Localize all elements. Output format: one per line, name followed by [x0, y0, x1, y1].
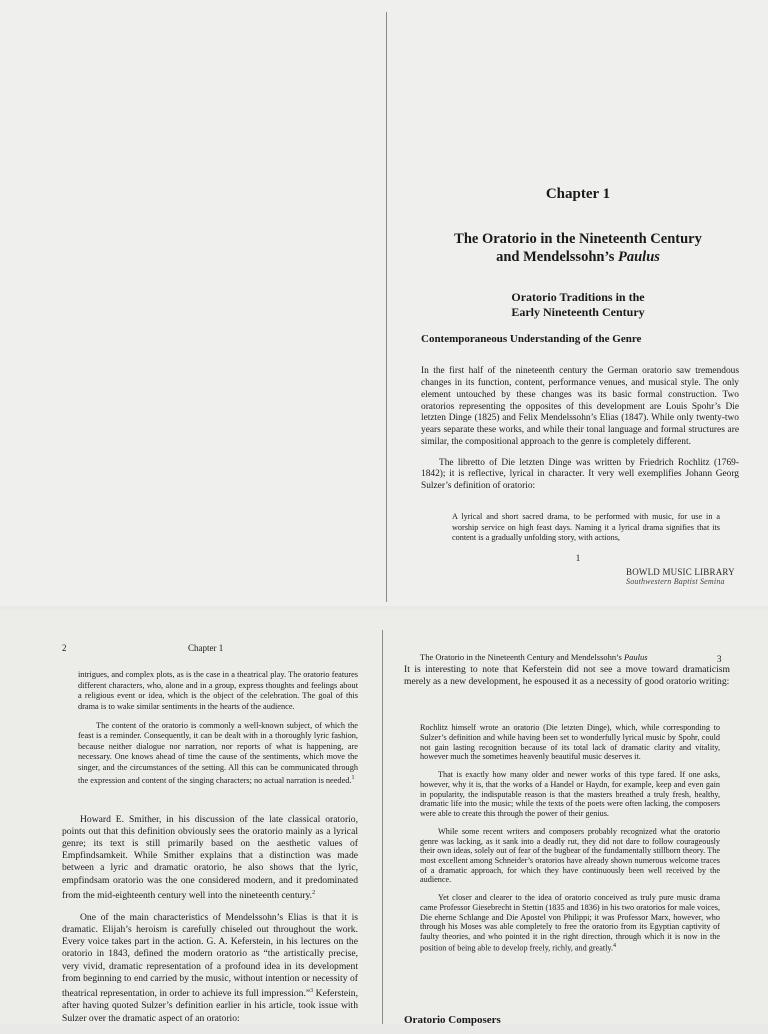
chapter-number: Chapter 1 — [545, 186, 611, 202]
running-head-right-text: The Oratorio in the Nineteenth Century and Mendelssohn’s — [420, 652, 624, 662]
chapter-title-italic: Paulus — [618, 249, 660, 265]
footnote-ref-4[interactable]: 4 — [613, 942, 617, 949]
top-gutter-line — [386, 12, 387, 602]
bottom-gutter-line — [382, 630, 383, 1024]
footnote-ref-2[interactable]: 2 — [312, 889, 316, 896]
page-number-1: 1 — [575, 553, 581, 563]
smither-paragraph-text: Howard E. Smither, in his discussion of the late classical oratorio, points out that this definition obviously sees the oratorio mainly as a lyrical genre; its text is still primarily based on the aesthetic values of Empfindsamkeit. While Smither explains that a distinction was made between a lyric and dramatic oratorio, he also shows that the lyric, empfindsam oratorio was the one considered modern, and it predominated from the mid-eighteenth century well into the nineteenth century. — [62, 813, 358, 901]
keferstein-quote-paragraph-2: That is exactly how many older and newer works of this type fared. If one asks, however, why it is, that the works of a Handel or Haydn, for example, keep and even gain in popularity, the indisputable reason is that the masters breathed a truly fresh, healthy, dramatic life into the music; while the texts of the poets were often lacking, the composers were able to create this through the power of their genius. — [420, 770, 720, 818]
elias-paragraph-end: Keferstein, after having quoted Sulzer’s definition earlier in his article, took issue with Sulzer over the dramatic aspect of an oratorio: — [62, 988, 358, 1024]
chapter-title-line2-text: and Mendelssohn’s — [496, 249, 619, 265]
sulzer-quote: A lyrical and short sacred drama, to be performed with music, for use in a worship service on high feast days. Naming it a lyrical drama signifies that its content is a gradually unfolding story, with actions, — [452, 512, 720, 543]
chapter-title-line2 — [400, 248, 756, 266]
paragraph-1: In the first half of the nineteenth century the German oratorio saw tremendous changes in its function, content, performance venues, and musical style. The only element untouched by these changes was its basic formal construction. Two oratorios representing the opposites of this development are Louis Spohr’s Die letzten Dinge (1825) and Felix Mendelssohn’s Elias (1847). While only twenty-two years separate these works, and while their tonal language and formal structures are similar, the compositional approach to the genre is completely different. — [421, 366, 739, 447]
footnote-ref-3[interactable]: 3 — [310, 988, 314, 995]
chapter-title — [400, 230, 756, 266]
keferstein-quote-paragraph-1: Rochlitz himself wrote an oratorio (Die letzten Dinge), which, while corresponding to Sulzer’s definition and while having been set to wonderfully lyrical music by Spohr, could not gain lasting recognition because of its total lack of dramatic clarity and vitality, however much the sometimes heavenly beautiful music deserves it. — [420, 723, 720, 762]
page-number-2: 2 — [62, 643, 67, 653]
running-head-right — [420, 652, 648, 662]
left-body-text — [62, 804, 358, 1034]
oratorio-composers-heading: Oratorio Composers — [404, 1014, 501, 1026]
library-stamp — [626, 567, 766, 587]
keferstein-quote — [420, 715, 720, 961]
running-head-right-italic: Paulus — [623, 652, 648, 662]
paragraph-2: The libretto of Die letzten Dinge was written by Friedrich Rochlitz (1769-1842); it is reflective, lyrical in character. It very well exemplifies Johann Georg Sulzer’s definition of oratorio: — [421, 457, 739, 492]
running-head-left: Chapter 1 — [188, 643, 224, 653]
keferstein-quote-paragraph-4-text: Yet closer and clearer to the idea of oratorio conceived as truly pure music drama came Professor Giesebrecht in Stettin (1835 and 1836) in his two oratorios for male voices, Die eherne Schlange and Die Apostel von Philippi; it was Professor Marx, however, who through his Moses was able completely to free the oratorio from its Egyptian captivity of faulty theories, and who pointed it in the right direction, through which it is now in the position of being able to develop freely, richly, and greatly. — [420, 893, 720, 953]
right-intro-text: It is interesting to note that Keferstein did not see a move toward dramaticism merely as a new development, he espoused it as a necessity of good oratorio writing: — [404, 664, 730, 687]
elias-paragraph-text: One of the main characteristics of Mendelssohn’s Elias is that it is dramatic. Elijah’s heroism is carefully chiseled out throughout the work. Every voice takes part in the action. G. A. Keferstein, in his lectures on the oratorio in 1843, defined the modern oratorio as “the artistically precise, very vivid, dramatic representation of a profound idea in its development from beginning to end carried by the music, without intention or necessity of theatrical representation, in order to achieve its full impression.” — [62, 911, 358, 1000]
quote-paragraph-2 — [78, 721, 358, 787]
section-heading-line2: Early Nineteenth Century — [511, 305, 645, 319]
sulzer-quote-continued — [78, 662, 358, 795]
footnote-ref-1[interactable]: 1 — [351, 775, 355, 782]
subheading: Contemporaneous Understanding of the Genre — [421, 333, 642, 345]
quote-paragraph-1: intrigues, and complex plots, as is the case in a theatrical play. The oratorio features different characters, who, alone and in a group, express thoughts and feelings about a religious event or idea, which is the object of the celebration. The goal of this drama is to wake similar sentiments in the hearts of the audience. — [78, 670, 358, 711]
stamp-line1: BOWLD MUSIC LIBRARY — [626, 567, 735, 577]
keferstein-quote-paragraph-4 — [420, 893, 720, 953]
stamp-line2: Southwestern Baptist Semina — [626, 577, 725, 586]
section-heading — [400, 290, 756, 320]
quote-paragraph-2-text: The content of the oratorio is commonly a well-known subject, of which the feast is a reminder. Consequently, it can be dealt with in a thoroughly lyric fashion, because neither dialogue nor narration, nor reports of what is happening, are necessary. One knows ahead of time the cause of the sentiments, which move the singer, and the circumstances of the setting. All this can be communicated through the expression and content of the singing characters; no actual narration is needed. — [78, 720, 358, 785]
chapter-title-line1: The Oratorio in the Nineteenth Century — [454, 231, 702, 247]
elias-paragraph — [62, 912, 358, 1025]
smither-paragraph — [62, 814, 358, 903]
intro-body-text — [421, 357, 739, 502]
page-number-3: 3 — [717, 654, 722, 664]
section-heading-line1: Oratorio Traditions in the — [511, 290, 645, 304]
keferstein-quote-paragraph-3: While some recent writers and composers probably recognized what the oratorio genre was lacking, as it sank into a deadly rut, they did not dare to follow courageously their own ideas, solely out of fear of the bugbear of the fundamentally stillborn theory. The most excellent among Schneider’s oratorios have already shown numerous welcome traces of a dramatic approach, for which they have continuously been well received by the audience. — [420, 826, 720, 885]
